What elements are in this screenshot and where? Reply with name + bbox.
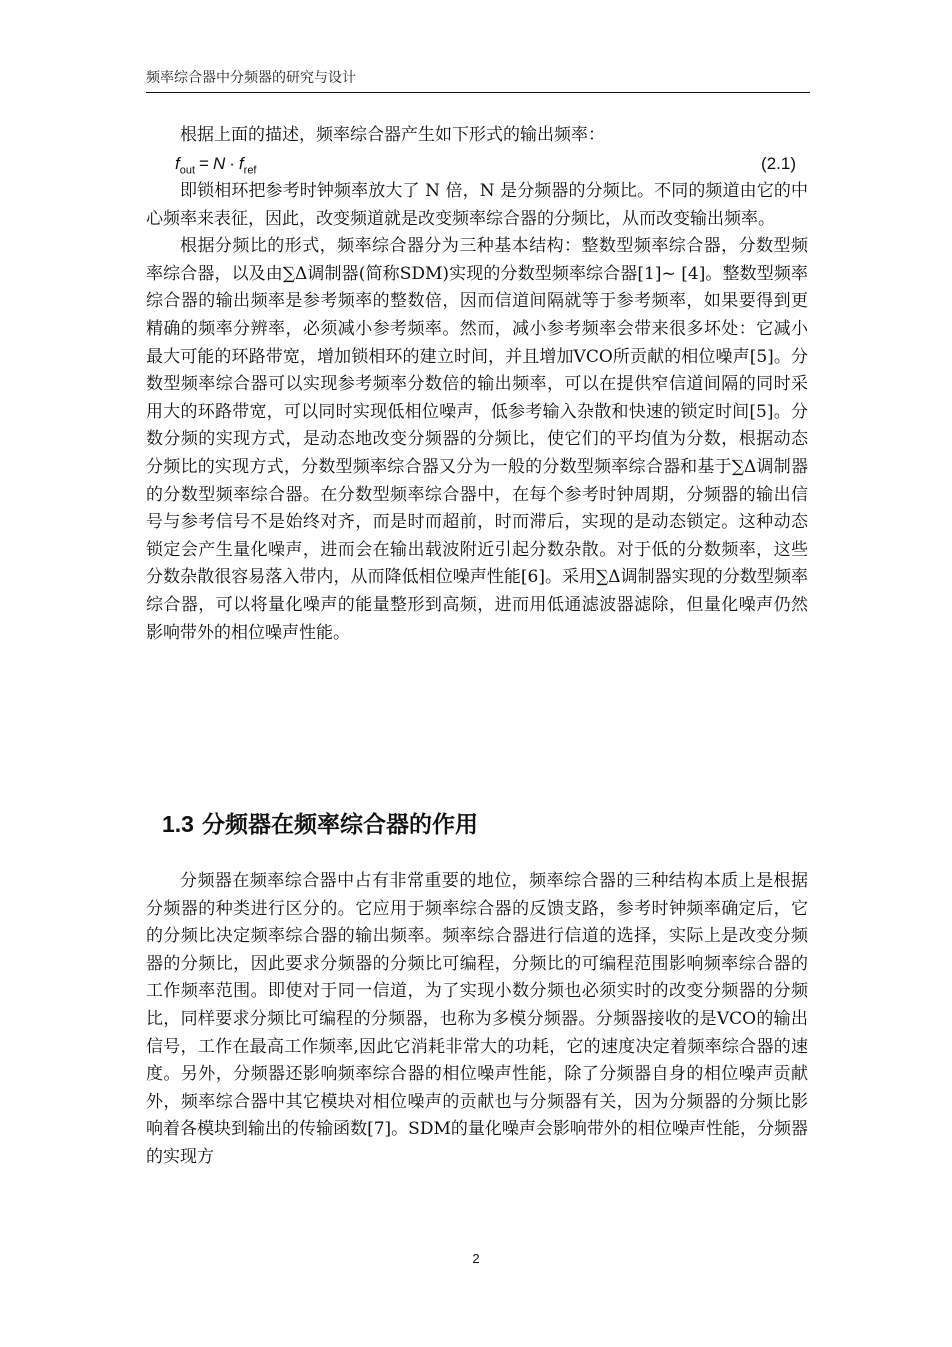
section-number: 1.3 — [162, 811, 194, 837]
formula-f-ref: f — [238, 154, 244, 173]
equation-number: (2.1) — [761, 154, 796, 173]
paragraph: 根据分频比的形式，频率综合器分为三种基本结构：整数型频率综合器，分数型频率综合器，以及由∑Δ调制器(简称SDM)实现的分数型频率综合器[1]~ [4]。整数型频率综合器的输出频率是参考频率的整数倍，因而信道间隔就等于参考频率，如果要得到更精确的频率分辨率，必须减小参考频率。然而，减小参考频率会带来很多坏处：它减小最大可能的环路带宽，增加锁相环的建立时间，并且增加VCO所贡献的相位噪声[5]。分数型频率综合器可以实现参考频率分数倍的输出频率，可以在提供窄信道间隔的同时采用大的环路带宽，可以同时实现低相位噪声，低参考输入杂散和快速的锁定时间[5]。分数分频的实现方式，是动态地改变分频器的分频比，使它们的平均值为分数，根据动态分频比的实现方式，分数型频率综合器又分为一般的分数型频率综合器和基于∑Δ调制器的分数型频率综合器。在分数型频率综合器中，在每个参考时钟周期，分频器的输出信号与参考信号不是始终对齐，而是时而超前，时而滞后，实现的是动态锁定。这种动态锁定会产生量化噪声，进而会在输出载波附近引起分数杂散。对于低的分数频率，这些分数杂散很容易落入带内，从而降低相位噪声性能[6]。采用∑Δ调制器实现的分数型频率综合器，可以将量化噪声的能量整形到高频，进而用低通滤波器滤除，但量化噪声仍然影响带外的相位噪声性能。 — [146, 236, 808, 643]
intro-block — [146, 122, 808, 150]
formula-n: N — [212, 154, 226, 173]
section-heading — [162, 808, 478, 841]
formula-dot: · — [229, 154, 235, 173]
formula-out-subscript: out — [179, 164, 196, 177]
formula-equals: = — [199, 154, 209, 173]
paragraph: 即锁相环把参考时钟频率放大了 N 倍，N 是分频器的分频比。不同的频道由它的中心频率来表征，因此，改变频道就是改变频率综合器的分频比，从而改变输出频率。 — [146, 181, 808, 229]
formula-ref-subscript: ref — [243, 164, 257, 177]
equation-2-1 — [175, 150, 796, 178]
main-text-block — [146, 178, 808, 647]
header-rule — [146, 92, 810, 93]
section-title: 分频器在频率综合器的作用 — [201, 812, 478, 838]
running-header: 频率综合器中分频器的研究与设计 — [146, 70, 356, 86]
section-text-block — [146, 868, 808, 1172]
paragraph: 根据上面的描述，频率综合器产生如下形式的输出频率： — [180, 125, 605, 145]
paragraph: 分频器在频率综合器中占有非常重要的地位，频率综合器的三种结构本质上是根据分频器的种类进行区分的。它应用于频率综合器的反馈支路，参考时钟频率确定后，它的分频比决定频率综合器的输出频率。频率综合器进行信道的选择，实际上是改变分频器的分频比，因此要求分频器的分频比可编程，分频比的可编程范围影响频率综合器的工作频率范围。即使对于同一信道，为了实现小数分频也必须实时的改变分频器的分频比，同样要求分频比可编程的分频器，也称为多模分频器。分频器接收的是VCO的输出信号，工作在最高工作频率,因此它消耗非常大的功耗，它的速度决定着频率综合器的速度。另外，分频器还影响频率综合器的相位噪声性能，除了分频器自身的相位噪声贡献外，频率综合器中其它模块对相位噪声的贡献也与分频器有关，因为分频器的分频比影响着各模块到输出的传输函数[7]。SDM的量化噪声会影响带外的相位噪声性能，分频器的实现方 — [146, 871, 808, 1167]
formula-f: f — [175, 154, 180, 173]
page-number: 2 — [472, 1251, 480, 1266]
